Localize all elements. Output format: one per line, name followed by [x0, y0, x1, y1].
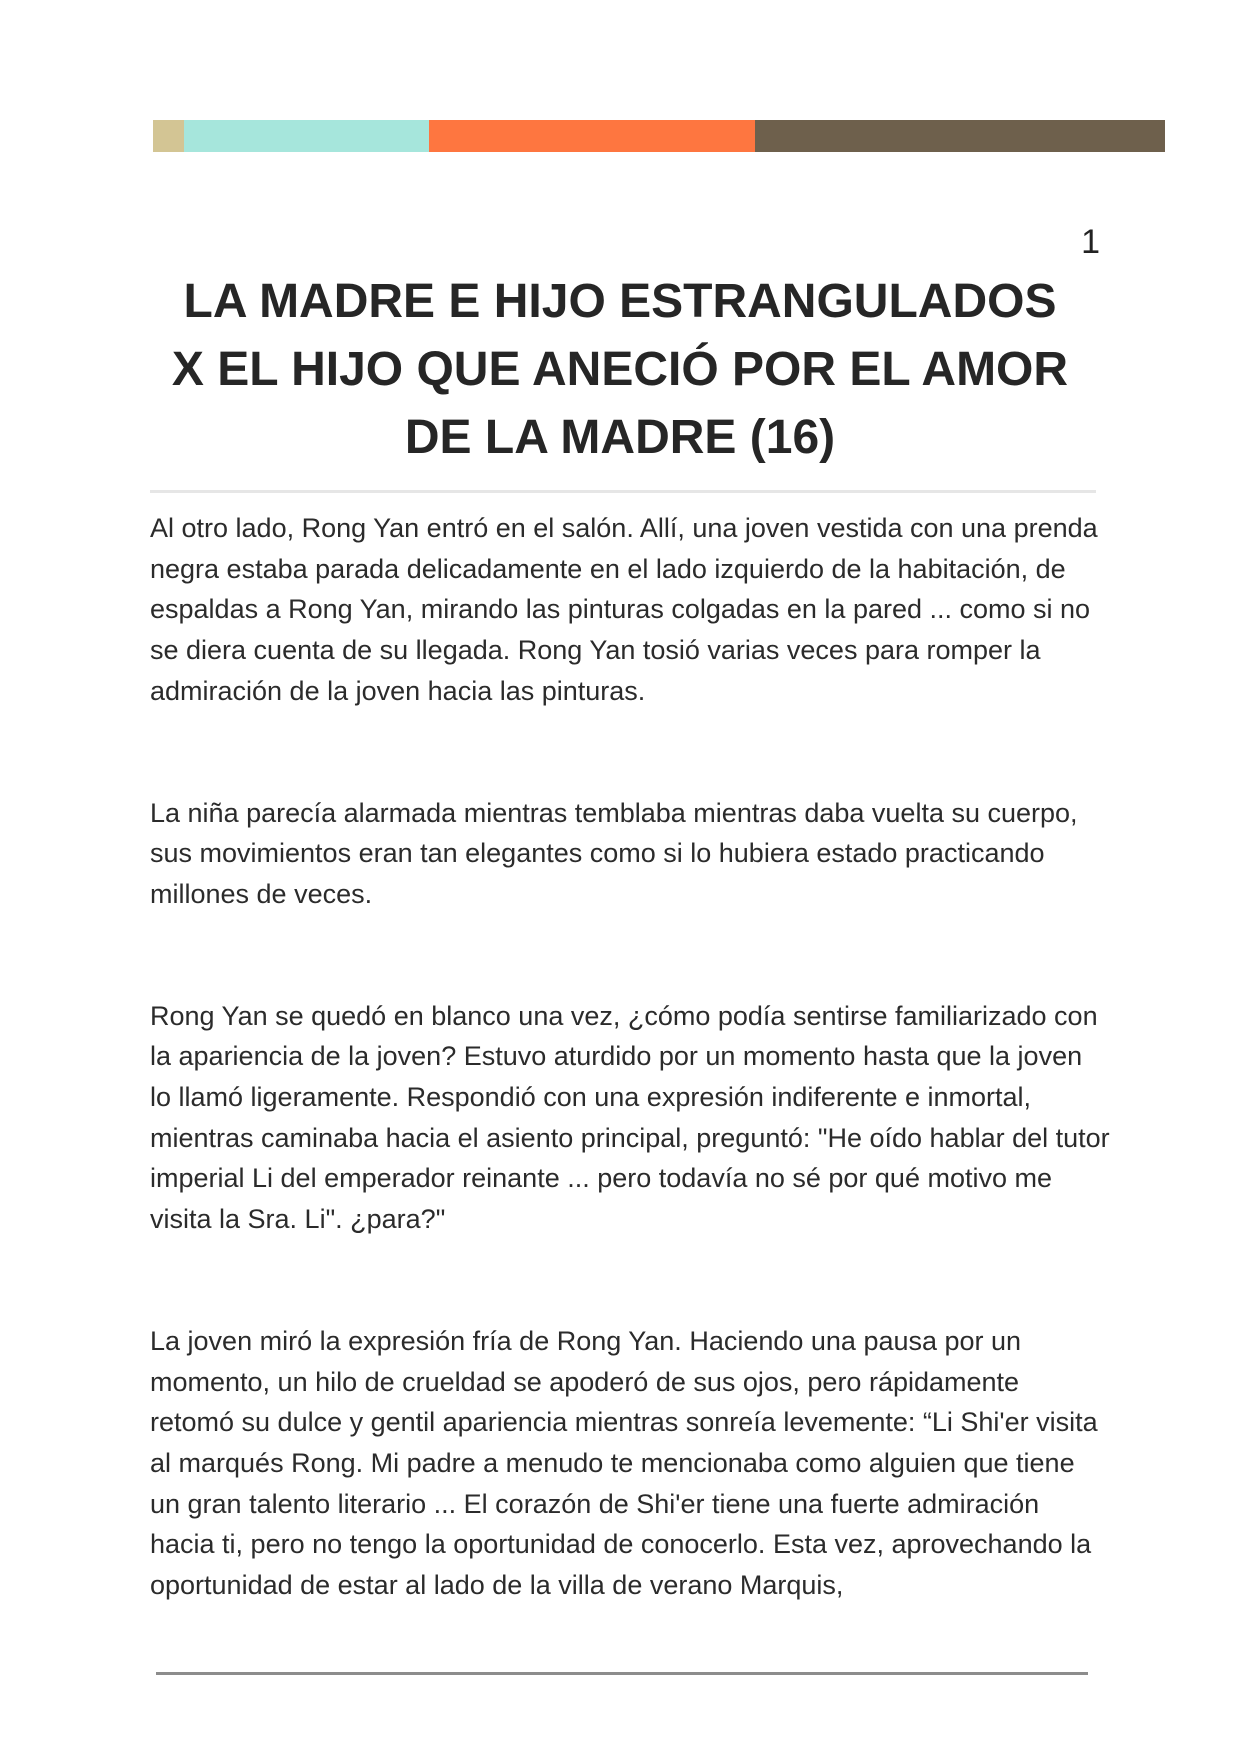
paragraph: Rong Yan se quedó en blanco una vez, ¿cómo podía sentirse familiarizado con la apariencia de la joven? Estuvo aturdido por un momento hasta que la joven lo llamó ligeramente. Respondió con una expresión indiferente e inmortal, mientras caminaba hacia el asiento principal, preguntó: "He oído hablar del tutor imperial Li del emperador reinante ... pero todavía no sé por qué motivo me visita la Sra. Li". ¿para?" [150, 1000, 1110, 1235]
chapter-title-line-2: X EL HIJO QUE ANECIÓ POR EL AMOR [171, 343, 1069, 396]
color-bar-segment-tan [153, 120, 184, 152]
chapter-title-line-1: LA MADRE E HIJO ESTRANGULADOS [183, 275, 1057, 328]
decorative-color-bar [153, 120, 1165, 152]
paragraph: La niña parecía alarmada mientras temblaba mientras daba vuelta su cuerpo, sus movimientos eran tan elegantes como si lo hubiera estado practicando millones de veces. [150, 797, 1078, 909]
footer-divider [156, 1672, 1088, 1675]
chapter-title-line-3: DE LA MADRE (16) [404, 411, 836, 464]
color-bar-segment-brown [755, 120, 1165, 152]
page-number: 1 [1081, 223, 1100, 261]
color-bar-segment-orange [429, 120, 755, 152]
color-bar-segment-mint [184, 120, 429, 152]
body-text [150, 508, 1110, 1687]
chapter-title [140, 268, 1100, 472]
paragraph: Al otro lado, Rong Yan entró en el salón. Allí, una joven vestida con una prenda negra estaba parada delicadamente en el lado izquierdo de la habitación, de espaldas a Rong Yan, mirando las pinturas colgadas en la pared ... como si no se diera cuenta de su llegada. Rong Yan tosió varias veces para romper la admiración de la joven hacia las pinturas. [150, 513, 1098, 706]
paragraph: La joven miró la expresión fría de Rong Yan. Haciendo una pausa por un momento, un hilo de crueldad se apoderó de sus ojos, pero rápidamente retomó su dulce y gentil apariencia mientras sonreía levemente: “Li Shi'er visita al marqués Rong. Mi padre a menudo te mencionaba como alguien que tiene un gran talento literario ... El corazón de Shi'er tiene una fuerte admiración hacia ti, pero no tengo la oportunidad de conocerlo. Esta vez, aprovechando la oportunidad de estar al lado de la villa de verano Marquis, [150, 1325, 1098, 1601]
title-divider [150, 490, 1096, 493]
